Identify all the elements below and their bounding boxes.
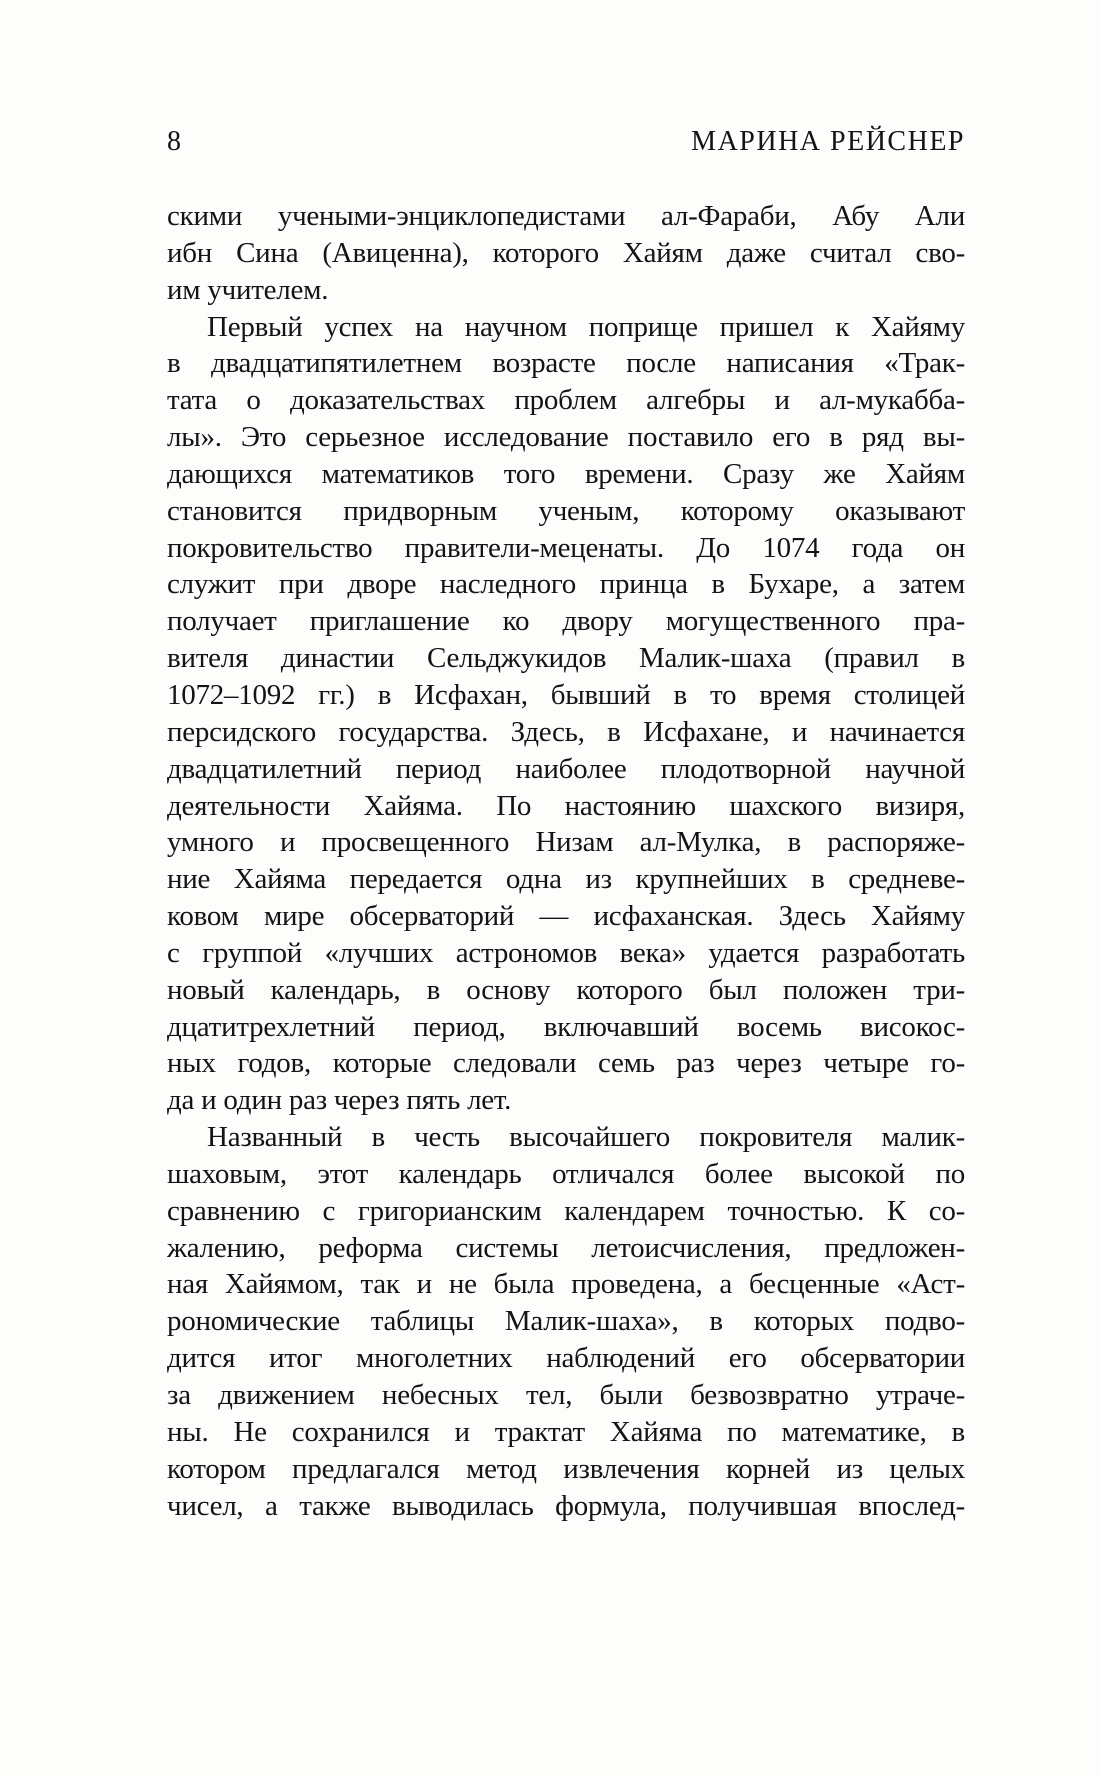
text-line: ние Хайяма передается одна из крупнейших в средневе- — [167, 863, 965, 896]
text-line: двадцатилетний период наиболее плодотворной научной — [167, 752, 965, 785]
text-line: с группой «лучших астрономов века» удается разработать — [167, 936, 965, 969]
text-line: да и один раз через пять лет. — [167, 1084, 512, 1117]
text-line: новый календарь, в основу которого был положен три- — [167, 973, 965, 1006]
text-line: дится итог многолетних наблюдений его обсерватории — [167, 1342, 965, 1375]
text-line: получает приглашение ко двору могущественного пра- — [167, 605, 965, 638]
paragraph — [167, 1119, 965, 1524]
text-line: в двадцатипятилетнем возрасте после написания «Трак- — [167, 347, 965, 380]
text-line: за движением небесных тел, были безвозвратно утраче- — [167, 1379, 965, 1411]
text-line: дающихся математиков того времени. Сразу же Хайям — [167, 457, 965, 490]
paragraph — [167, 309, 965, 1120]
text-line: вителя династии Сельджукидов Малик-шаха (правил в — [167, 642, 965, 675]
text-line: Первый успех на научном поприще пришел к Хайяму — [207, 310, 965, 343]
text-line: ибн Сина (Авиценна), которого Хайям даже считал сво- — [167, 236, 965, 269]
text-line: рономические таблицы Малик-шаха», в которых подво- — [167, 1305, 965, 1338]
text-line: покровительство правители-меценаты. До 1074 года он — [167, 531, 965, 564]
text-line: чисел, а также выводилась формула, получившая впослед- — [167, 1489, 965, 1522]
text-line: лы». Это серьезное исследование поставило его в ряд вы- — [167, 421, 965, 454]
text-line: деятельности Хайяма. По настоянию шахского визиря, — [167, 789, 965, 822]
running-head-title: МАРИНА РЕЙСНЕР — [691, 126, 965, 157]
text-line: ная Хайямом, так и не была проведена, а бесценные «Аст- — [167, 1268, 965, 1301]
text-line: ных годов, которые следовали семь раз через четыре го- — [167, 1047, 965, 1080]
page-number: 8 — [167, 126, 181, 157]
text-line: персидского государства. Здесь, в Исфахане, и начинается — [167, 715, 965, 748]
text-line: шаховым, этот календарь отличался более высокой по — [167, 1157, 965, 1190]
page-body-text — [167, 198, 965, 1524]
text-line: умного и просвещенного Низам ал-Мулка, в распоряже- — [167, 826, 965, 859]
text-line: сравнению с григорианским календарем точностью. К со- — [167, 1194, 965, 1227]
text-line: ны. Не сохранился и трактат Хайяма по математике, в — [167, 1415, 965, 1448]
text-line: скими учеными-энциклопедистами ал-Фараби, Абу Али — [167, 200, 965, 232]
text-line: дцатитрехлетний период, включавший восемь високос- — [167, 1010, 965, 1043]
running-header — [167, 126, 965, 158]
paragraph — [167, 198, 965, 309]
text-line: жалению, реформа системы летоисчисления, предложен- — [167, 1231, 965, 1264]
text-line: ковом мире обсерваторий — исфаханская. Здесь Хайяму — [167, 900, 965, 933]
text-line: становится придворным ученым, которому оказывают — [167, 494, 965, 527]
text-line: тата о доказательствах проблем алгебры и ал-мукабба- — [167, 384, 965, 417]
text-line: им учителем. — [167, 273, 329, 306]
text-line: Названный в честь высочайшего покровителя малик- — [207, 1121, 965, 1154]
text-line: котором предлагался метод извлечения корней из целых — [167, 1452, 965, 1485]
text-line: служит при дворе наследного принца в Бухаре, а затем — [167, 568, 965, 601]
text-line: 1072–1092 гг.) в Исфахан, бывший в то время столицей — [167, 678, 965, 711]
